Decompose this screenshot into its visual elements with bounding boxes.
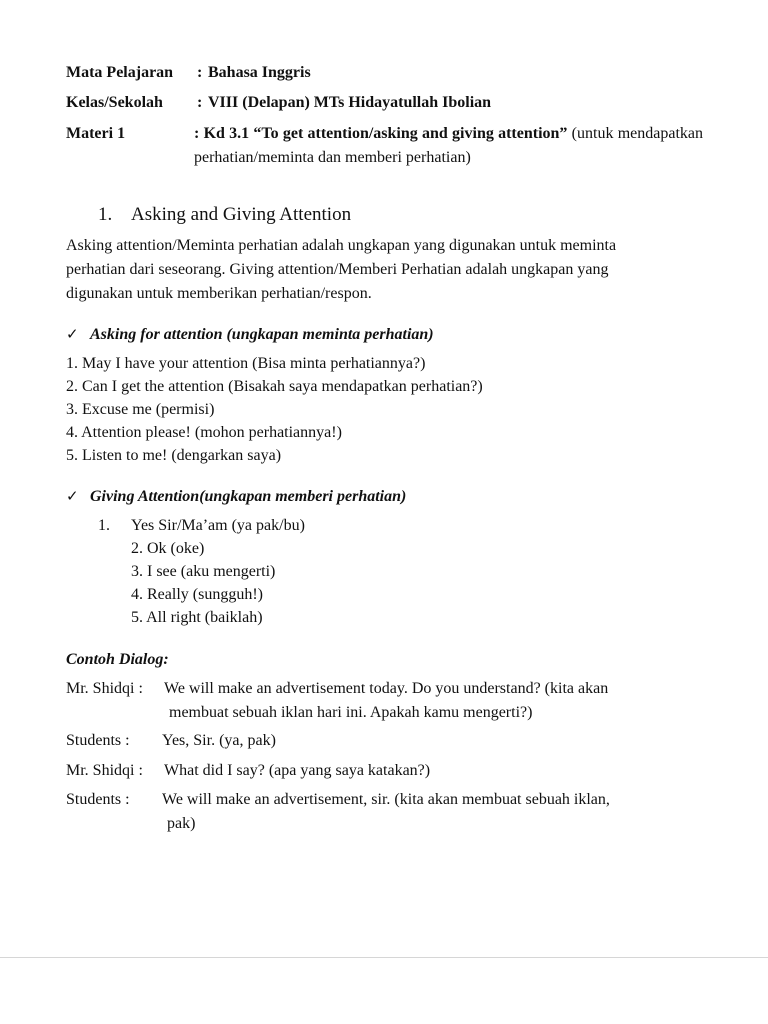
dialog-continuation: pak) xyxy=(167,815,196,832)
meta-colon: : xyxy=(197,64,203,81)
meta-label: Mata Pelajaran xyxy=(66,64,174,81)
asking-list xyxy=(66,352,483,467)
checkmark-icon: ✓ xyxy=(66,325,79,343)
section-number: 1. xyxy=(98,204,113,225)
materi-kd-text: : Kd 3.1 “To get attention/asking and giving attention” xyxy=(194,125,568,142)
materi-translation: (untuk mendapatkan perhatian/meminta dan memberi perhatian) xyxy=(194,125,703,166)
intro-paragraph xyxy=(66,234,706,306)
dialog-speaker: Students : xyxy=(66,791,130,808)
meta-colon: : xyxy=(197,94,203,111)
dialog-text: We will make an advertisement today. Do you understand? (kita akan xyxy=(164,680,609,697)
list-item: 3. Excuse me (permisi) xyxy=(66,401,215,418)
intro-line: perhatian dari seseorang. Giving attention/Memberi Perhatian adalah ungkapan yang xyxy=(66,261,609,278)
giving-heading xyxy=(66,484,406,509)
meta-label: Materi 1 xyxy=(66,125,126,142)
dialog-text: Yes, Sir. (ya, pak) xyxy=(162,732,276,749)
list-item-number: 1. xyxy=(98,517,110,534)
list-item: 5. All right (baiklah) xyxy=(131,609,263,626)
list-item: 2. Can I get the attention (Bisakah saya mendapatkan perhatian?) xyxy=(66,378,483,395)
intro-line: digunakan untuk memberikan perhatian/respon. xyxy=(66,285,372,302)
giving-heading-text: Giving Attention(ungkapan memberi perhatian) xyxy=(90,488,407,505)
meta-label: Kelas/Sekolah xyxy=(66,94,163,111)
page-gap xyxy=(0,958,768,1024)
giving-list xyxy=(98,514,305,629)
list-item: 3. I see (aku mengerti) xyxy=(131,563,276,580)
list-item xyxy=(98,514,305,537)
list-item: 2. Ok (oke) xyxy=(131,540,205,557)
dialog-speaker: Mr. Shidqi : xyxy=(66,762,143,779)
list-item-text: Yes Sir/Ma’am (ya pak/bu) xyxy=(131,517,305,534)
checkmark-icon: ✓ xyxy=(66,487,79,505)
dialog-speaker: Mr. Shidqi : xyxy=(66,680,143,697)
list-item: 1. May I have your attention (Bisa minta perhatiannya?) xyxy=(66,355,426,372)
list-item: 4. Attention please! (mohon perhatiannya!) xyxy=(66,424,342,441)
section-title: Asking and Giving Attention xyxy=(131,204,352,225)
dialog-speaker: Students : xyxy=(66,732,130,749)
asking-heading-text: Asking for attention (ungkapan meminta perhatian) xyxy=(90,326,434,343)
list-item: 5. Listen to me! (dengarkan saya) xyxy=(66,447,282,464)
intro-line: Asking attention/Meminta perhatian adalah ungkapan yang digunakan untuk meminta xyxy=(66,237,617,254)
list-item: 4. Really (sungguh!) xyxy=(131,586,263,603)
materi-description xyxy=(194,122,703,170)
section-heading xyxy=(98,202,351,228)
meta-value: VIII (Delapan) MTs Hidayatullah Ibolian xyxy=(208,94,492,111)
dialog-text: What did I say? (apa yang saya katakan?) xyxy=(164,762,431,779)
dialog-text: We will make an advertisement, sir. (kita akan membuat sebuah iklan, xyxy=(162,791,610,808)
dialog-continuation: membuat sebuah iklan hari ini. Apakah kamu mengerti?) xyxy=(169,704,533,721)
dialog-heading: Contoh Dialog: xyxy=(66,651,169,668)
meta-value: Bahasa Inggris xyxy=(208,64,311,81)
asking-heading xyxy=(66,322,434,347)
